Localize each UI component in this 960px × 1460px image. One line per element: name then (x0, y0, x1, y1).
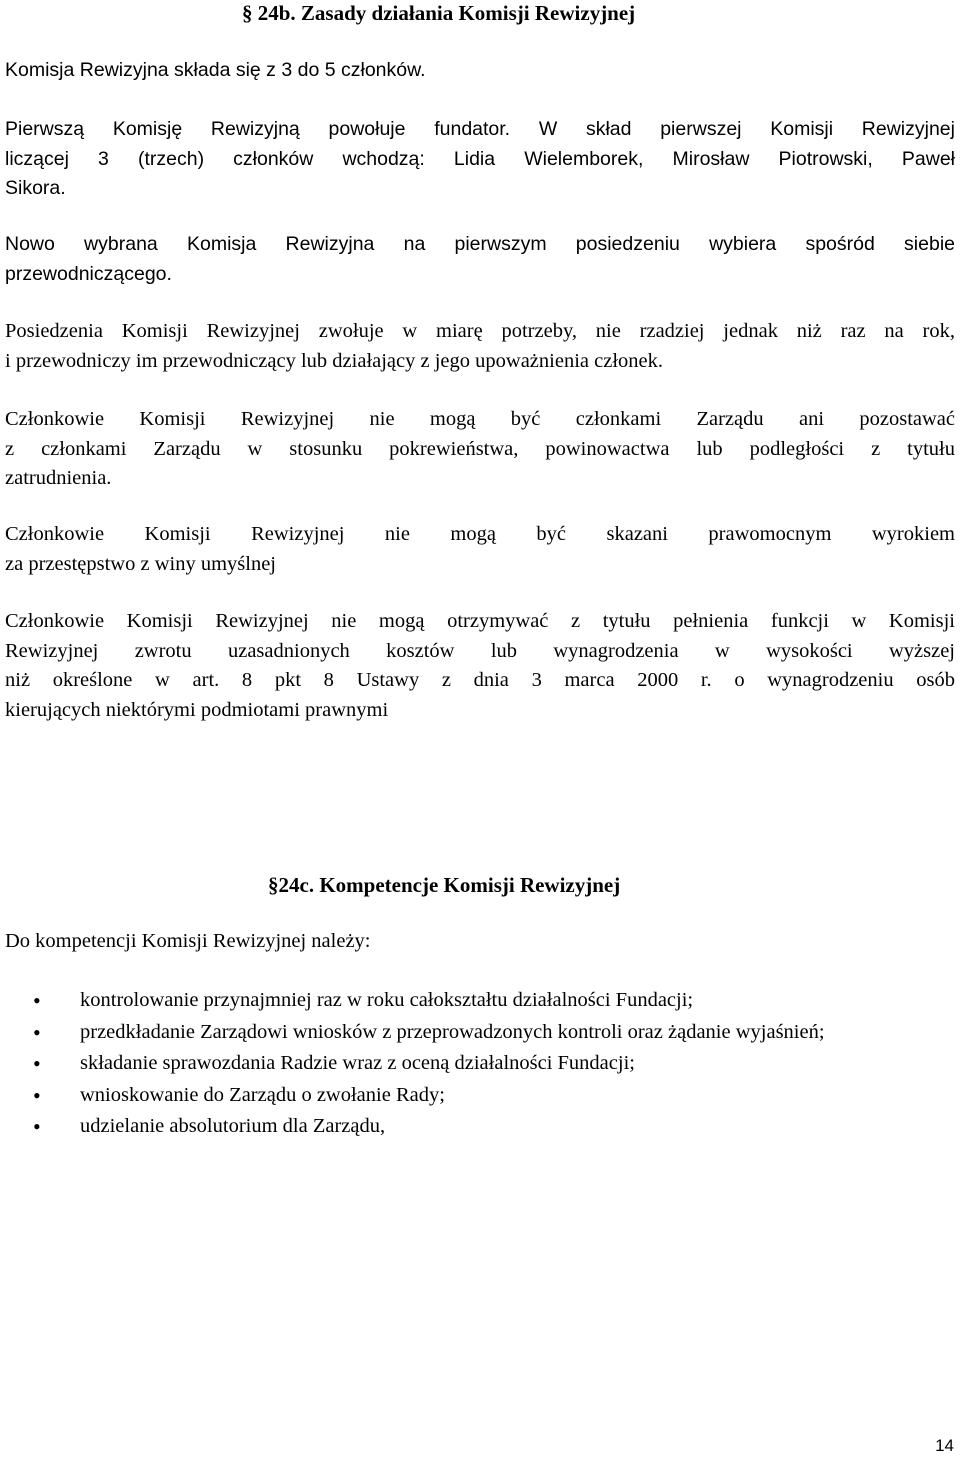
paragraph-line: zatrudnienia. (5, 467, 112, 489)
paragraph-line: kierujących niektórymi podmiotami prawnymi (5, 698, 389, 721)
paragraph-line: przewodniczącego. (5, 262, 172, 285)
bullet-icon: • (33, 988, 41, 1013)
paragraph-line: z członkami Zarządu w stosunku pokrewieństwa, powinowactwa lub podległości z tytułu (5, 437, 955, 460)
paragraph-line: Członkowie Komisji Rewizyjnej nie mogą być skazani prawomocnym wyrokiem (5, 523, 955, 545)
paragraph-chairman-election (5, 230, 955, 289)
paragraph-line: i przewodniczy im przewodniczący lub działający z jego upoważnienia członek. (5, 349, 663, 372)
paragraph-composition (5, 56, 955, 86)
list-item (5, 1017, 955, 1049)
paragraph-line: niż określone w art. 8 pkt 8 Ustawy z dnia 3 marca 2000 r. o wynagrodzeniu osób (5, 669, 955, 691)
paragraph-line: Sikora. (5, 177, 66, 199)
paragraph-line: Członkowie Komisji Rewizyjnej nie mogą otrzymywać z tytułu pełnienia funkcji w Komisji (5, 610, 955, 632)
competences-list (5, 985, 955, 1143)
list-item-text: wnioskowanie do Zarządu o zwołanie Rady; (80, 1083, 445, 1106)
section-24c-intro: Do kompetencji Komisji Rewizyjnej należy: (5, 930, 371, 952)
section-24c-heading: §24c. Kompetencje Komisji Rewizyjnej (268, 873, 621, 897)
paragraph-first-committee (5, 115, 955, 204)
list-item-text: udzielanie absolutorium dla Zarządu, (80, 1115, 386, 1137)
paragraph-line: liczącej 3 (trzech) członków wchodzą: Lidia Wielemborek, Mirosław Piotrowski, Paweł (5, 147, 955, 170)
page-number: 14 (935, 1436, 954, 1455)
section-24b-heading: § 24b. Zasady działania Komisji Rewizyjnej (242, 1, 636, 25)
paragraph-meetings (5, 317, 955, 376)
list-item (5, 985, 955, 1017)
paragraph-line: Pierwszą Komisję Rewizyjną powołuje fundator. W skład pierwszej Komisji Rewizyjnej (5, 118, 955, 140)
list-item-text: składanie sprawozdania Radzie wraz z oceną działalności Fundacji; (80, 1052, 635, 1074)
bullet-icon: • (33, 1051, 41, 1076)
paragraph-remuneration (5, 607, 955, 725)
list-item (5, 1111, 955, 1143)
paragraph-members-restriction (5, 405, 955, 494)
paragraph-line: Członkowie Komisji Rewizyjnej nie mogą być członkami Zarządu ani pozostawać (5, 408, 955, 430)
paragraph-line: Rewizyjnej zwrotu uzasadnionych kosztów lub wynagrodzenia w wysokości wyższej (5, 639, 955, 662)
list-item (5, 1048, 955, 1080)
bullet-icon: • (33, 1114, 41, 1139)
list-item-text: kontrolowanie przynajmniej raz w roku całokształtu działalności Fundacji; (80, 989, 694, 1011)
list-item (5, 1080, 955, 1112)
paragraph-criminal-record (5, 520, 955, 579)
paragraph-line: Posiedzenia Komisji Rewizyjnej zwołuje w miarę potrzeby, nie rzadziej jednak niż raz na rok, (5, 320, 955, 342)
paragraph-line: Komisja Rewizyjna składa się z 3 do 5 członków. (5, 59, 426, 81)
paragraph-line: za przestępstwo z winy umyślnej (5, 552, 276, 575)
paragraph-line: Nowo wybrana Komisja Rewizyjna na pierwszym posiedzeniu wybiera spośród siebie (5, 233, 955, 255)
list-item-text: przedkładanie Zarządowi wniosków z przeprowadzonych kontroli oraz żądanie wyjaśnień; (80, 1020, 825, 1043)
bullet-icon: • (33, 1082, 41, 1108)
bullet-icon: • (33, 1019, 41, 1045)
